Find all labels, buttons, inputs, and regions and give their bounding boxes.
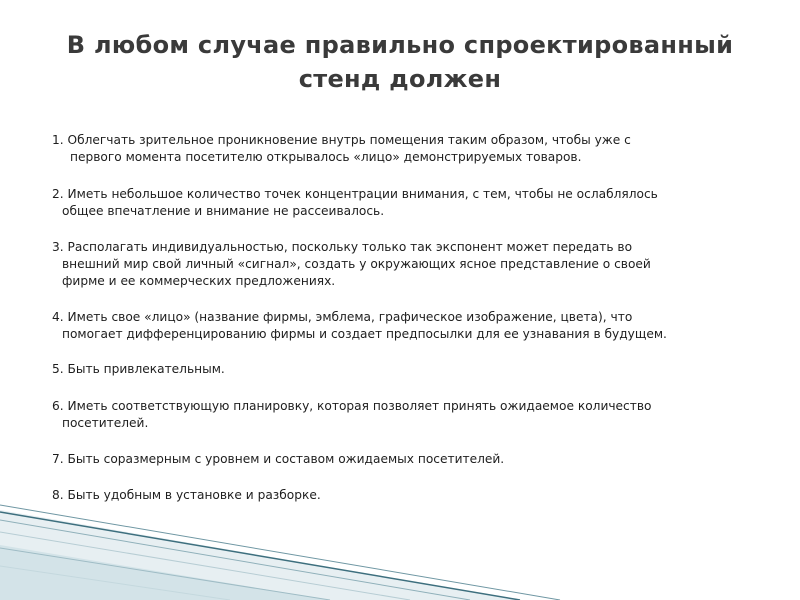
slide-title-line-2: стенд должен <box>298 65 502 93</box>
list-item-8 <box>52 487 752 504</box>
list-item-1 <box>52 132 752 166</box>
list-item-7 <box>52 451 752 468</box>
list-item-2 <box>52 186 752 220</box>
list-item-6-line-2: посетителей. <box>62 416 149 430</box>
list-item-8-line-1: 8. Быть удобным в установке и разборке. <box>52 488 321 502</box>
list-item-3-line-2: внешний мир свой личный «сигнал», создать у окружающих ясное представление о своей <box>62 257 651 271</box>
list-item-5 <box>52 361 752 378</box>
list-item-6 <box>52 398 752 432</box>
list-item-2-line-1: 2. Иметь небольшое количество точек концентрации внимания, с тем, чтобы не ослаблялось <box>52 187 658 201</box>
list-item-3 <box>52 239 752 290</box>
list-item-5-line-1: 5. Быть привлекательным. <box>52 362 225 376</box>
list-item-2-line-2: общее впечатление и внимание не рассеивалось. <box>62 204 385 218</box>
list-item-4-line-2: помогает дифференцированию фирмы и создает предпосылки для ее узнавания в будущем. <box>62 327 667 341</box>
list-item-6-line-1: 6. Иметь соответствующую планировку, которая позволяет принять ожидаемое количество <box>52 399 652 413</box>
list-item-1-line-2: первого момента посетителю открывалось «лицо» демонстрируемых товаров. <box>70 150 582 164</box>
list-item-7-line-1: 7. Быть соразмерным с уровнем и составом ожидаемых посетителей. <box>52 452 505 466</box>
list-item-4-line-1: 4. Иметь свое «лицо» (название фирмы, эмблема, графическое изображение, цвета), что <box>52 310 633 324</box>
slide-title <box>40 28 760 96</box>
list-item-1-line-1: 1. Облегчать зрительное проникновение внутрь помещения таким образом, чтобы уже с <box>52 133 631 147</box>
slide-title-line-1: В любом случае правильно спроектированный <box>66 31 734 59</box>
list-item-3-line-1: 3. Располагать индивидуальностью, поскольку только так экспонент может передать во <box>52 240 633 254</box>
list-item-3-line-3: фирме и ее коммерческих предложениях. <box>62 274 336 288</box>
list-item-4 <box>52 309 752 343</box>
